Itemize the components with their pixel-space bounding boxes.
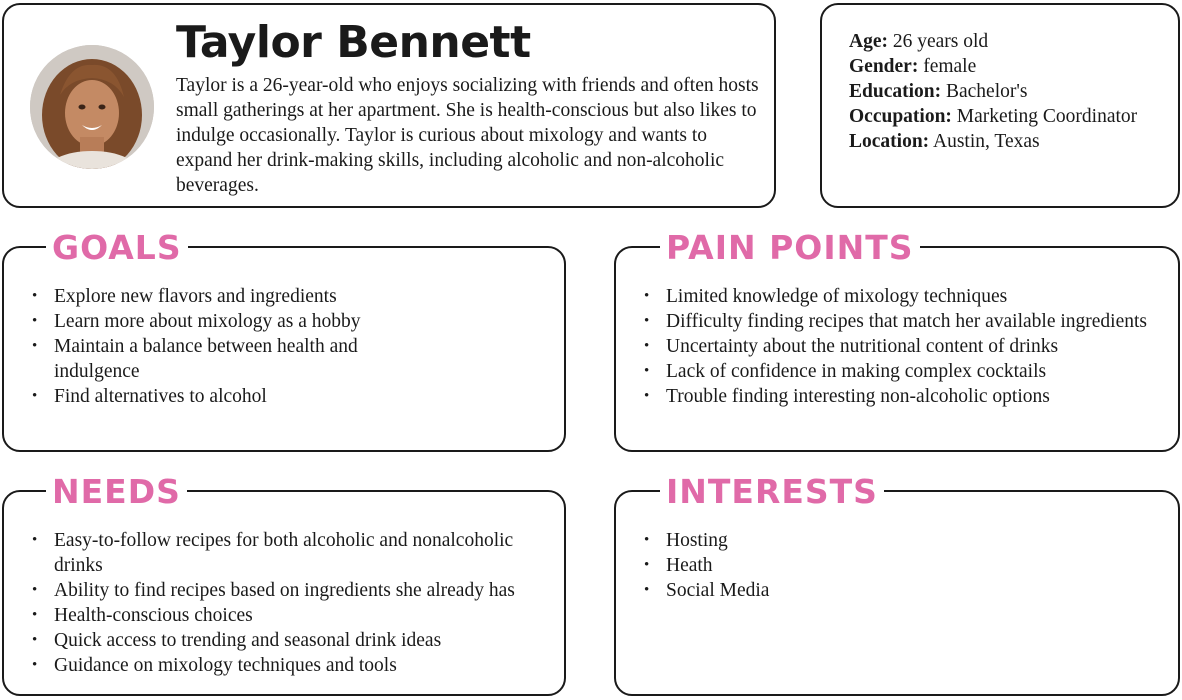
list-item: • Heath (644, 553, 1158, 578)
list-item: • Quick access to trending and seasonal drink ideas (32, 628, 552, 653)
detail-value: Marketing Coordinator (956, 106, 1138, 127)
list-item: • Find alternatives to alcohol (32, 384, 392, 409)
list-item: • Social Media (644, 578, 1158, 603)
pain-points-title: PAIN POINTS (660, 229, 920, 267)
list-item: • Ability to find recipes based on ingredients she already has (32, 578, 552, 603)
details-card (820, 3, 1180, 208)
detail-label: Gender: (849, 56, 919, 77)
list-item: • Maintain a balance between health and indulgence (32, 334, 392, 384)
detail-occupation (849, 104, 1169, 129)
interests-card (614, 472, 1180, 696)
persona-bio: Taylor is a 26-year-old who enjoys socializing with friends and often hosts small gatherings at her apartment. She is health-conscious but also likes to indulge occasionally. Taylor is curious about mixology and wants to expand her drink-making skills, including alcoholic and non-alcoholic beverages. (176, 75, 759, 196)
list-item: • Lack of confidence in making complex cocktails (644, 359, 1158, 384)
list-item: • Learn more about mixology as a hobby (32, 309, 392, 334)
detail-location (849, 129, 1169, 154)
detail-value: Bachelor's (945, 81, 1028, 102)
goals-list (32, 284, 392, 409)
needs-list (32, 528, 552, 678)
detail-label: Age: (849, 31, 888, 52)
list-item: • Explore new flavors and ingredients (32, 284, 392, 309)
persona-name: Taylor Bennett (176, 17, 531, 68)
detail-value: female (923, 56, 977, 77)
avatar (30, 45, 154, 169)
detail-education (849, 79, 1169, 104)
detail-value: 26 years old (892, 31, 989, 52)
list-item: • Limited knowledge of mixology techniques (644, 284, 1158, 309)
details-list (849, 29, 1169, 154)
needs-title: NEEDS (46, 473, 187, 511)
needs-card (2, 472, 566, 696)
list-item: • Uncertainty about the nutritional content of drinks (644, 334, 1158, 359)
list-item: • Trouble finding interesting non-alcoholic options (644, 384, 1158, 409)
list-item: • Difficulty finding recipes that match her available ingredients (644, 309, 1158, 334)
goals-card (2, 228, 566, 452)
detail-age (849, 29, 1169, 54)
detail-gender (849, 54, 1169, 79)
list-item: • Hosting (644, 528, 1158, 553)
detail-label: Location: (849, 131, 930, 152)
list-item: • Easy-to-follow recipes for both alcoholic and nonalcoholic drinks (32, 528, 552, 578)
detail-label: Education: (849, 81, 942, 102)
interests-title: INTERESTS (660, 473, 884, 511)
goals-title: GOALS (46, 229, 188, 267)
detail-value: Austin, Texas (932, 131, 1040, 152)
pain-points-card (614, 228, 1180, 452)
pain-points-list (644, 284, 1158, 409)
detail-label: Occupation: (849, 106, 952, 127)
interests-list (644, 528, 1158, 603)
profile-card (2, 3, 776, 208)
list-item: • Guidance on mixology techniques and tools (32, 653, 552, 678)
list-item: • Health-conscious choices (32, 603, 552, 628)
